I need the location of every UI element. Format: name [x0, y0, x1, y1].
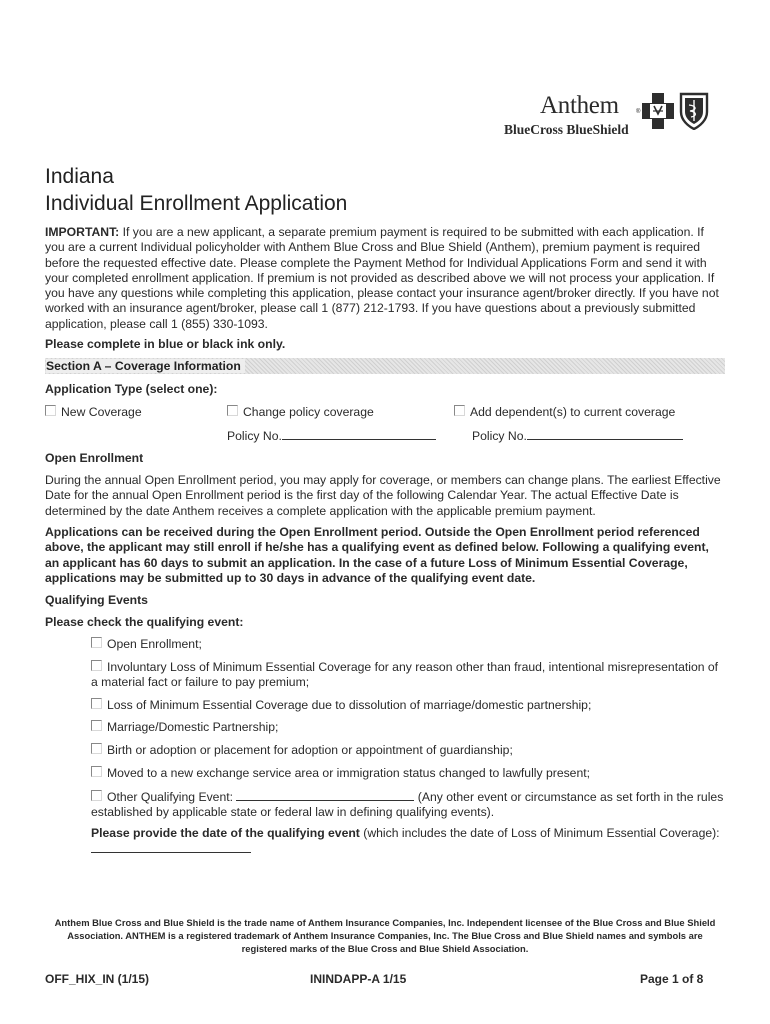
checkbox[interactable] — [91, 637, 102, 648]
event-label: Birth or adoption or placement for adoption or appointment of guardianship; — [107, 743, 513, 757]
event-label: Open Enrollment; — [107, 637, 202, 651]
page-number: Page 1 of 8 — [640, 972, 704, 986]
application-type-label: Application Type (select one): — [45, 382, 218, 396]
qualifying-event-item[interactable] — [91, 637, 725, 652]
option-label: New Coverage — [61, 405, 142, 419]
trademark-notice: Anthem Blue Cross and Blue Shield is the trade name of Anthem Insurance Companies, Inc. Independent licensee of the Blue Cross and Blue Shield Association. ANTHEM is a registered trademark of Anthem Insurance Companies, Inc. The Blue Cross and Blue Shield names and symbols are registered marks of the Blue Cross and Blue Shield Association. — [54, 917, 716, 954]
state-title: Indiana — [45, 165, 114, 188]
open-enrollment-text: During the annual Open Enrollment period, you may apply for coverage, or members can change plans. The earliest Effective Date for the annual Open Enrollment period is the first day of the following Calendar Year. The actual Effective Date is determined by the date Anthem receives a complete application with the applicable premium payment. — [45, 473, 721, 518]
option-new-coverage[interactable] — [45, 405, 142, 419]
other-event-line[interactable] — [236, 789, 414, 801]
policy-number-field-1[interactable] — [227, 428, 436, 443]
policy-number-field-2[interactable] — [472, 428, 683, 443]
policy-number-label: Policy No. — [227, 429, 282, 443]
event-date-note: (which includes the date of Loss of Minimum Essential Coverage): — [359, 826, 720, 840]
qualifying-event-item[interactable] — [91, 698, 725, 713]
checkbox[interactable] — [91, 660, 102, 671]
section-a-title: Section A – Coverage Information — [46, 359, 245, 373]
checkbox[interactable] — [91, 698, 102, 709]
option-add-dependent[interactable] — [454, 405, 675, 419]
qualifying-event-item[interactable] — [91, 766, 725, 781]
blue-shield-icon — [679, 92, 709, 130]
qualifying-event-other[interactable] — [91, 789, 725, 821]
qualifying-event-date[interactable] — [91, 826, 725, 858]
option-label: Add dependent(s) to current coverage — [470, 405, 676, 419]
qualifying-event-item[interactable] — [91, 743, 725, 758]
event-date-label: Please provide the date of the qualifying event — [91, 826, 360, 840]
checkbox[interactable] — [91, 743, 102, 754]
important-body: If you are a new applicant, a separate premium payment is required to be submitted with each application. If you are a current Individual policyholder with Anthem Blue Cross and Blue Shield (Anthem), premium payment is required before the requested effective date. Please complete the Payment Method for Individual Applications Form and send it with your completed enrollment application. If premium is not provided as described above we will not process your application. If you have any questions while completing this application, please contact your insurance agent/broker directly. If you have not worked with an insurance agent/broker, please call 1 (877) 212-1793. If you have questions about a previously submitted application, please call 1 (855) 330-1093. — [45, 225, 719, 331]
policy-number-line[interactable] — [282, 428, 436, 440]
policy-number-line[interactable] — [527, 428, 683, 440]
option-label: Change policy coverage — [243, 405, 374, 419]
checkbox[interactable] — [227, 405, 238, 416]
section-a-header — [45, 358, 725, 374]
blue-cross-icon — [641, 92, 675, 130]
form-title: Individual Enrollment Application — [45, 192, 348, 215]
event-label: Loss of Minimum Essential Coverage due to dissolution of marriage/domestic partnership; — [107, 698, 592, 712]
open-enrollment-heading: Open Enrollment — [45, 451, 144, 465]
form-id: ININDAPP-A 1/15 — [310, 972, 407, 986]
event-label: Marriage/Domestic Partnership; — [107, 720, 279, 734]
event-date-line[interactable] — [91, 841, 251, 853]
open-enrollment-bold-text: Applications can be received during the Open Enrollment period. Outside the Open Enrollment period referenced above, the applicant may still enroll if he/she has a qualifying event as defined below. Following a qualifying event, an applicant has 60 days to submit an application. In the case of a future Loss of Minimum Essential Coverage, applications may be submitted up to 30 days in advance of the qualifying event date. — [45, 525, 709, 585]
checkbox[interactable] — [91, 790, 102, 801]
checkbox[interactable] — [45, 405, 56, 416]
important-notice — [45, 225, 725, 332]
qualifying-events-instruction: Please check the qualifying event: — [45, 615, 244, 629]
logo-subline: BlueCross BlueShield — [504, 122, 629, 137]
event-label: Moved to a new exchange service area or immigration status changed to lawfully present; — [107, 766, 591, 780]
other-event-label: Other Qualifying Event: — [107, 790, 233, 804]
checkbox[interactable] — [91, 766, 102, 777]
checkbox[interactable] — [91, 720, 102, 731]
other-event-note: (Any other event or circumstance as set forth in the rules established by applicable state or federal law in defining qualifying events). — [91, 790, 724, 820]
logo-wordmark: Anthem — [540, 92, 619, 119]
anthem-logo — [498, 92, 728, 142]
event-label: Involuntary Loss of Minimum Essential Coverage for any reason other than fraud, intentional misrepresentation of a material fact or failure to pay premium; — [91, 660, 719, 690]
ink-note: Please complete in blue or black ink only. — [45, 337, 286, 351]
form-code: OFF_HIX_IN (1/15) — [45, 972, 150, 986]
checkbox[interactable] — [454, 405, 465, 416]
qualifying-events-heading: Qualifying Events — [45, 593, 148, 607]
option-change-policy[interactable] — [227, 405, 374, 419]
important-lead: IMPORTANT: — [45, 225, 120, 239]
qualifying-event-item[interactable] — [91, 660, 725, 691]
registered-mark-icon: ® — [636, 109, 641, 115]
policy-number-label: Policy No. — [472, 429, 527, 443]
qualifying-event-item[interactable] — [91, 720, 725, 735]
